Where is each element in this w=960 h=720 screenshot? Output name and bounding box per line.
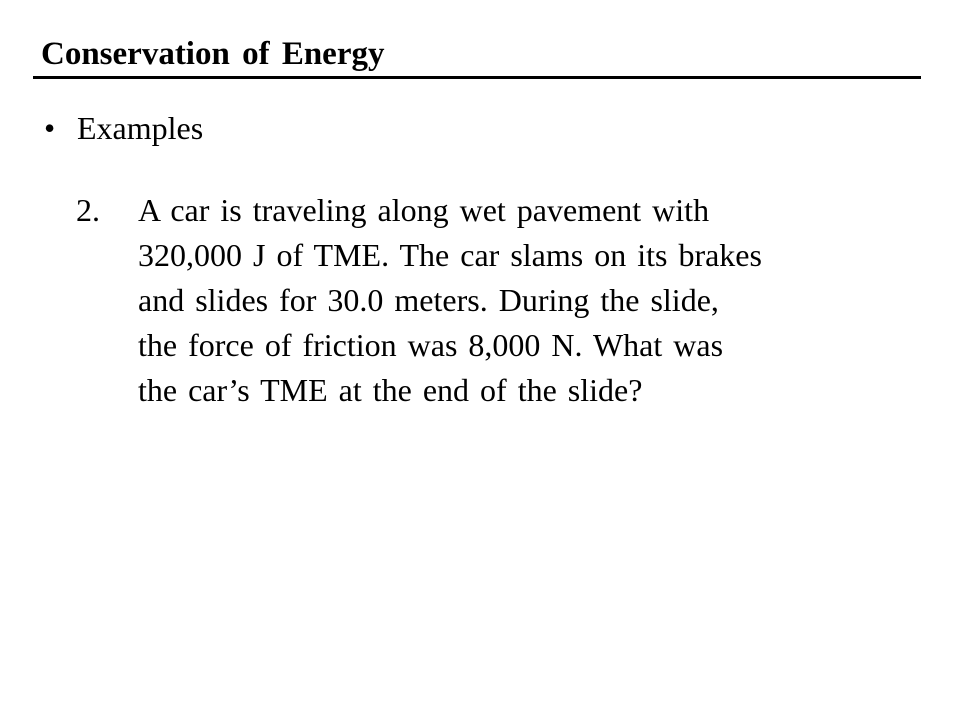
example-text <box>138 188 858 413</box>
example-line: A car is traveling along wet pavement with <box>138 192 710 228</box>
title-underline <box>33 76 921 79</box>
slide-title: Conservation of Energy <box>41 36 385 72</box>
bullet-item <box>44 108 203 148</box>
example-number: 2. <box>76 192 100 228</box>
example-line: the force of friction was 8,000 N. What was <box>138 327 724 363</box>
example-line: 320,000 J of TME. The car slams on its brakes <box>138 237 762 273</box>
example-line: the car’s TME at the end of the slide? <box>138 372 643 408</box>
example-line: and slides for 30.0 meters. During the slide, <box>138 282 719 318</box>
bullet-icon: • <box>44 110 56 146</box>
bullet-text: Examples <box>77 110 204 146</box>
